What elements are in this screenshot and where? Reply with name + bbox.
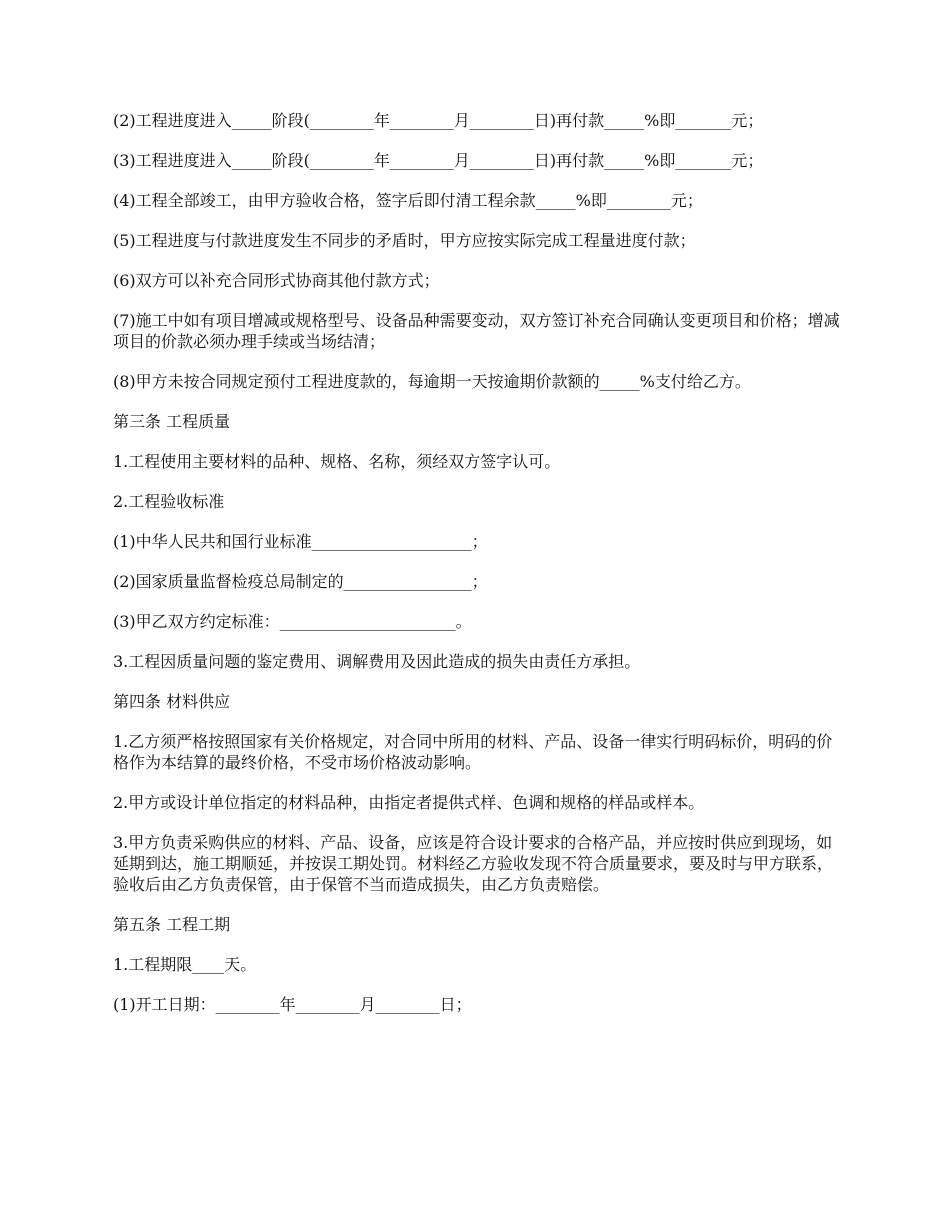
schedule-clause-1: 1.工程期限____天。 [113,955,257,974]
section-heading-quality: 第三条 工程质量 [113,412,231,431]
materials-clause-3: 3.甲方负责采购供应的材料、产品、设备，应该是符合设计要求的合格产品，并应按时供应到现场，如延期到达，施工期顺延，并按误工期处罚。材料经乙方验收发现不符合质量要求，要及时与甲方联系，验收后由乙方负责保管，由于保管不当而造成损失，由乙方负责赔偿。 [113,833,834,894]
payment-clause-3: (3)工程进度进入_____阶段(________年________月________日)再付款_____%即_______元； [113,151,764,170]
quality-clause-2: 2.工程验收标准 [113,492,225,511]
schedule-start-date: (1)开工日期：________年________月________日； [113,995,472,1014]
acceptance-standard-2: (2)国家质量监督检疫总局制定的________________； [113,572,488,591]
quality-clause-1: 1.工程使用主要材料的品种、规格、名称，须经双方签字认可。 [113,452,561,471]
payment-clause-5: (5)工程进度与付款进度发生不同步的矛盾时，甲方应按实际完成工程量进度付款； [113,231,696,250]
payment-clause-8: (8)甲方未按合同规定预付工程进度款的，每逾期一天按逾期价款额的_____%支付给乙方。 [113,372,751,391]
materials-clause-2: 2.甲方或设计单位指定的材料品种，由指定者提供式样、色调和规格的样品或样本。 [113,793,705,812]
acceptance-standard-1: (1)中华人民共和国行业标准____________________； [113,532,488,551]
section-heading-schedule: 第五条 工程工期 [113,915,231,934]
payment-clause-7: (7)施工中如有项目增减或规格型号、设备品种需要变动，双方签订补充合同确认变更项目和价格；增减项目的价款必须办理手续或当场结清； [113,311,840,351]
document-body [113,110,843,1034]
materials-clause-1: 1.乙方须严格按照国家有关价格规定，对合同中所用的材料、产品、设备一律实行明码标价，明码的价格作为本结算的最终价格，不受市场价格波动影响。 [113,732,833,772]
acceptance-standard-3: (3)甲乙双方约定标准：______________________。 [113,612,472,631]
payment-clause-6: (6)双方可以补充合同形式协商其他付款方式； [113,271,440,290]
section-heading-materials: 第四条 材料供应 [113,692,231,711]
payment-clause-4: (4)工程全部竣工，由甲方验收合格，签字后即付清工程余款_____%即________元； [113,191,703,210]
quality-clause-3: 3.工程因质量问题的鉴定费用、调解费用及因此造成的损失由责任方承担。 [113,652,641,671]
payment-clause-2: (2)工程进度进入_____阶段(________年________月________日)再付款_____%即_______元； [113,111,764,130]
